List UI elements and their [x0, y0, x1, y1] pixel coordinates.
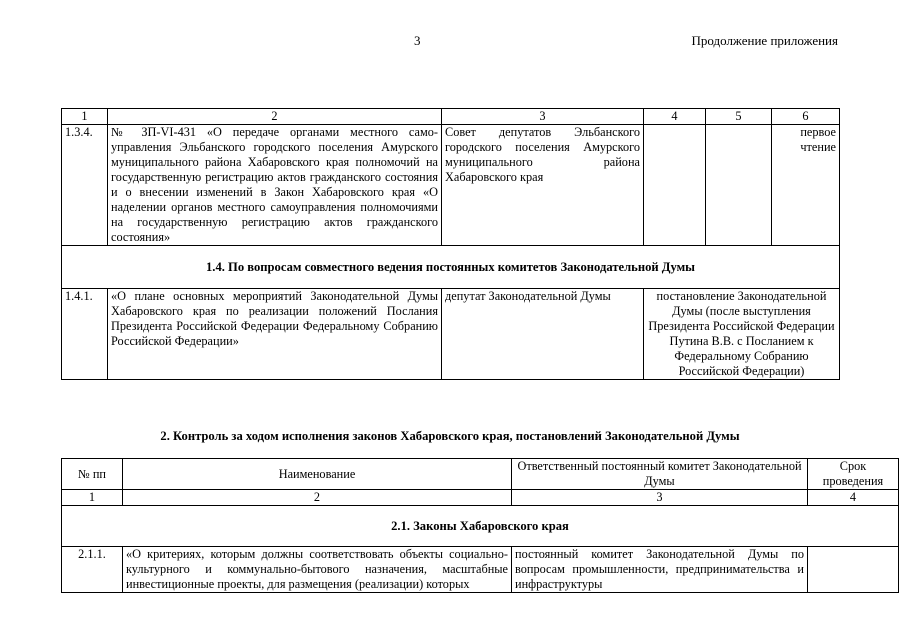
col-num-6: 6	[772, 109, 840, 125]
section-heading: 1.4. По вопросам совместного ведения постоянных комитетов Законодательной Думы	[62, 246, 840, 289]
item-name: № ЗП-VI-431 «О передаче органами местного само-управления Эльбанского городского поселения Амурского муниципального района Хабаровского края полномочий на государственную регистрацию актов гражданского состояния и о внесении изменений в Закон Хабаровского края «О наделении органов местного самоуправления полномочиями на государственную регистрацию актов гражданского состояния»	[108, 125, 442, 246]
column-number-row	[62, 109, 840, 125]
item-deadline	[808, 547, 899, 593]
continuation-label: Продолжение приложения	[691, 33, 838, 48]
item-number: 2.1.1.	[62, 547, 123, 593]
page-number: 3	[414, 33, 421, 48]
col-num-1: 1	[62, 109, 108, 125]
table-row	[62, 547, 899, 593]
item-col5	[706, 125, 772, 246]
section-2-heading: 2. Контроль за ходом исполнения законов Хабаровского края, постановлений Законодательной Думы	[160, 429, 740, 443]
item-initiator: Совет депутатов Эльбанского городского поселения Амурского муниципального района Хабаровского края	[442, 125, 644, 246]
item-stage: первое чтение	[772, 125, 840, 246]
header-committee: Ответственный постоянный комитет Законодательной Думы	[512, 459, 808, 490]
col-num-3: 3	[512, 490, 808, 506]
section-row	[62, 506, 899, 547]
col-num-3: 3	[442, 109, 644, 125]
item-note: постановление Законодательной Думы (после выступления Президента Российской Федерации Путина В.В. с Посланием к Федеральному Собранию Российской Федерации)	[644, 289, 840, 380]
agenda-table	[61, 108, 840, 380]
table-row	[62, 289, 840, 380]
header-num: № пп	[62, 459, 123, 490]
item-number: 1.3.4.	[62, 125, 108, 246]
col-num-4: 4	[644, 109, 706, 125]
item-number: 1.4.1.	[62, 289, 108, 380]
section-heading: 2.1. Законы Хабаровского края	[62, 506, 899, 547]
item-col4	[644, 125, 706, 246]
item-committee: постоянный комитет Законодательной Думы по вопросам промышленности, предпринимательства и инфраструктуры	[512, 547, 808, 593]
column-number-row	[62, 490, 899, 506]
col-num-1: 1	[62, 490, 123, 506]
header-name: Наименование	[123, 459, 512, 490]
header-deadline: Срок проведения	[808, 459, 899, 490]
col-num-4: 4	[808, 490, 899, 506]
col-num-2: 2	[123, 490, 512, 506]
item-name: «О критериях, которым должны соответствовать объекты социально-культурного и коммунально-бытового назначения, масштабные инвестиционные проекты, для размещения (реализации) которых	[123, 547, 512, 593]
control-table	[61, 458, 899, 593]
table-row	[62, 125, 840, 246]
item-initiator: депутат Законодательной Думы	[442, 289, 644, 380]
item-name: «О плане основных мероприятий Законодательной Думы Хабаровского края по реализации положений Послания Президента Российской Федерации Федеральному Собранию Российской Федерации»	[108, 289, 442, 380]
section-row	[62, 246, 840, 289]
header-row	[62, 459, 899, 490]
col-num-2: 2	[108, 109, 442, 125]
col-num-5: 5	[706, 109, 772, 125]
